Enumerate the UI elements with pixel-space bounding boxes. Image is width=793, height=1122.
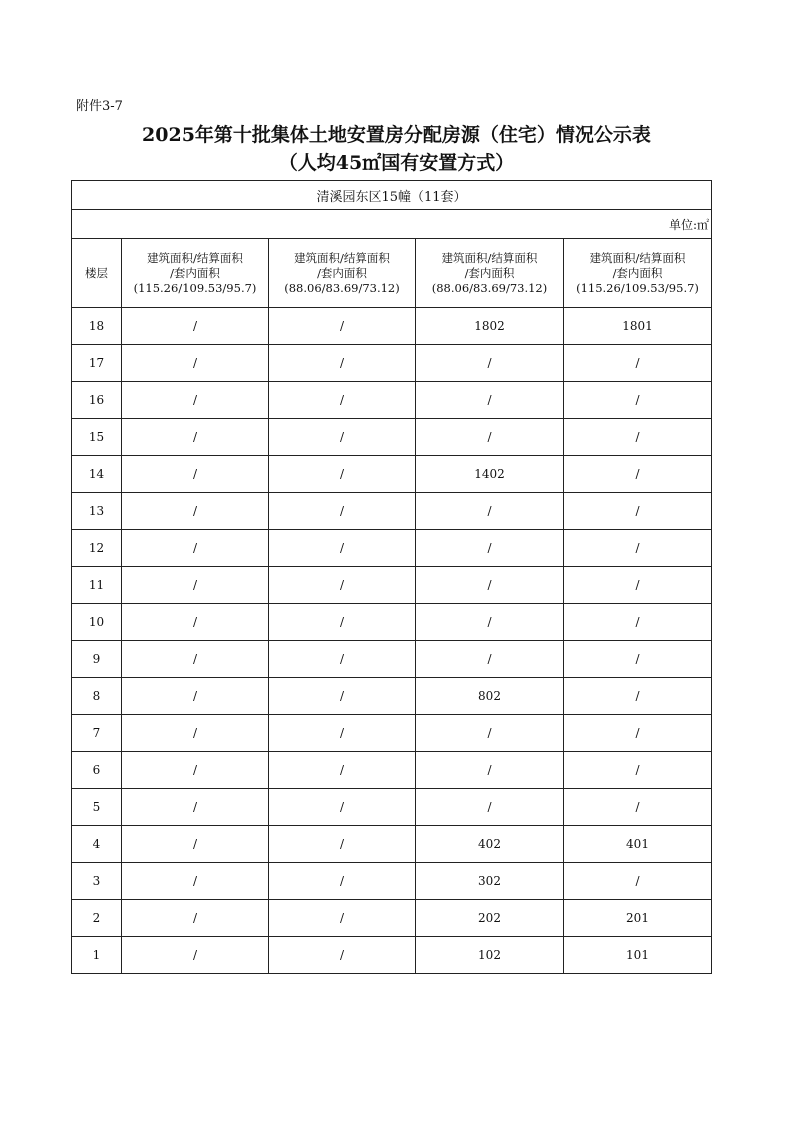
unit-cell: /: [416, 715, 564, 752]
unit-cell: /: [564, 678, 712, 715]
unit-cell: /: [564, 493, 712, 530]
unit-cell: /: [122, 345, 269, 382]
page-title: 2025年第十批集体土地安置房分配房源（住宅）情况公示表: [142, 124, 651, 146]
page-subtitle: （人均45㎡国有安置方式）: [278, 152, 515, 174]
floor-cell: 11: [72, 567, 122, 604]
unit-cell: 401: [564, 826, 712, 863]
unit-cell: /: [122, 863, 269, 900]
table-row: [72, 937, 712, 974]
floor-cell: 10: [72, 604, 122, 641]
unit-cell: /: [564, 863, 712, 900]
unit-cell: /: [564, 530, 712, 567]
unit-cell: 101: [564, 937, 712, 974]
unit-cell: /: [416, 419, 564, 456]
floor-cell: 16: [72, 382, 122, 419]
floor-cell: 2: [72, 900, 122, 937]
unit-cell: /: [269, 752, 416, 789]
column-header: 建筑面积/结算面积 /套内面积 (88.06/83.69/73.12): [269, 239, 416, 308]
floor-cell: 17: [72, 345, 122, 382]
table-row: [72, 752, 712, 789]
table-row: [72, 789, 712, 826]
unit-cell: /: [269, 826, 416, 863]
unit-cell: /: [564, 456, 712, 493]
unit-cell: 1802: [416, 308, 564, 345]
annex-label: 附件3-7: [76, 99, 123, 114]
table-row: [72, 678, 712, 715]
table-row: [72, 419, 712, 456]
table-row: [72, 493, 712, 530]
table-row: [72, 456, 712, 493]
unit-cell: /: [564, 419, 712, 456]
unit-cell: 1801: [564, 308, 712, 345]
table-row: [72, 715, 712, 752]
unit-cell: /: [269, 715, 416, 752]
unit-cell: /: [122, 419, 269, 456]
floor-cell: 18: [72, 308, 122, 345]
unit-cell: /: [269, 308, 416, 345]
header-row: [72, 239, 712, 308]
unit-cell: /: [122, 604, 269, 641]
unit-cell: /: [122, 308, 269, 345]
unit-cell: /: [564, 567, 712, 604]
unit-cell: 102: [416, 937, 564, 974]
allocation-table: [71, 180, 712, 974]
table-row: [72, 382, 712, 419]
unit-cell: /: [269, 937, 416, 974]
unit-cell: 802: [416, 678, 564, 715]
floor-cell: 1: [72, 937, 122, 974]
floor-cell: 3: [72, 863, 122, 900]
unit-cell: /: [416, 567, 564, 604]
table-row: [72, 641, 712, 678]
unit-cell: /: [122, 715, 269, 752]
unit-label: 单位:㎡: [72, 210, 712, 239]
floor-cell: 5: [72, 789, 122, 826]
unit-cell: /: [269, 493, 416, 530]
unit-cell: /: [122, 752, 269, 789]
table-row: [72, 863, 712, 900]
unit-cell: /: [122, 567, 269, 604]
unit-cell: /: [122, 900, 269, 937]
unit-cell: /: [269, 456, 416, 493]
unit-cell: /: [122, 382, 269, 419]
column-header: 建筑面积/结算面积 /套内面积 (115.26/109.53/95.7): [564, 239, 712, 308]
unit-cell: /: [564, 715, 712, 752]
floor-cell: 7: [72, 715, 122, 752]
unit-cell: /: [269, 900, 416, 937]
unit-cell: /: [416, 530, 564, 567]
unit-cell: /: [122, 678, 269, 715]
column-header: 建筑面积/结算面积 /套内面积 (88.06/83.69/73.12): [416, 239, 564, 308]
unit-cell: /: [269, 604, 416, 641]
unit-cell: /: [269, 678, 416, 715]
floor-cell: 9: [72, 641, 122, 678]
unit-cell: 302: [416, 863, 564, 900]
unit-cell: 1402: [416, 456, 564, 493]
table-row: [72, 345, 712, 382]
unit-cell: /: [122, 641, 269, 678]
unit-cell: 402: [416, 826, 564, 863]
floor-cell: 14: [72, 456, 122, 493]
unit-cell: /: [269, 419, 416, 456]
unit-cell: /: [122, 456, 269, 493]
table-row: [72, 604, 712, 641]
table-row: [72, 900, 712, 937]
unit-cell: /: [564, 752, 712, 789]
unit-cell: /: [564, 604, 712, 641]
unit-cell: /: [269, 567, 416, 604]
unit-cell: /: [416, 604, 564, 641]
unit-cell: /: [122, 530, 269, 567]
unit-cell: /: [564, 382, 712, 419]
unit-cell: /: [122, 937, 269, 974]
floor-cell: 8: [72, 678, 122, 715]
unit-cell: /: [269, 863, 416, 900]
unit-cell: /: [122, 789, 269, 826]
unit-cell: /: [269, 641, 416, 678]
unit-cell: /: [269, 789, 416, 826]
unit-cell: /: [269, 345, 416, 382]
table-row: [72, 308, 712, 345]
unit-cell: /: [416, 789, 564, 826]
floor-cell: 15: [72, 419, 122, 456]
floor-cell: 4: [72, 826, 122, 863]
unit-cell: /: [416, 382, 564, 419]
table-row: [72, 567, 712, 604]
unit-cell: /: [416, 493, 564, 530]
unit-cell: /: [269, 382, 416, 419]
floor-header: 楼层: [72, 239, 122, 308]
column-header: 建筑面积/结算面积 /套内面积 (115.26/109.53/95.7): [122, 239, 269, 308]
table-row: [72, 530, 712, 567]
floor-cell: 12: [72, 530, 122, 567]
unit-cell: /: [416, 345, 564, 382]
unit-cell: /: [269, 530, 416, 567]
unit-cell: /: [564, 641, 712, 678]
floor-cell: 6: [72, 752, 122, 789]
unit-cell: 201: [564, 900, 712, 937]
building-name: 清溪园东区15幢（11套）: [72, 181, 712, 210]
unit-cell: /: [416, 641, 564, 678]
unit-cell: /: [564, 345, 712, 382]
unit-cell: /: [122, 493, 269, 530]
table-row: [72, 826, 712, 863]
unit-cell: /: [564, 789, 712, 826]
unit-cell: /: [122, 826, 269, 863]
unit-cell: 202: [416, 900, 564, 937]
floor-cell: 13: [72, 493, 122, 530]
unit-cell: /: [416, 752, 564, 789]
